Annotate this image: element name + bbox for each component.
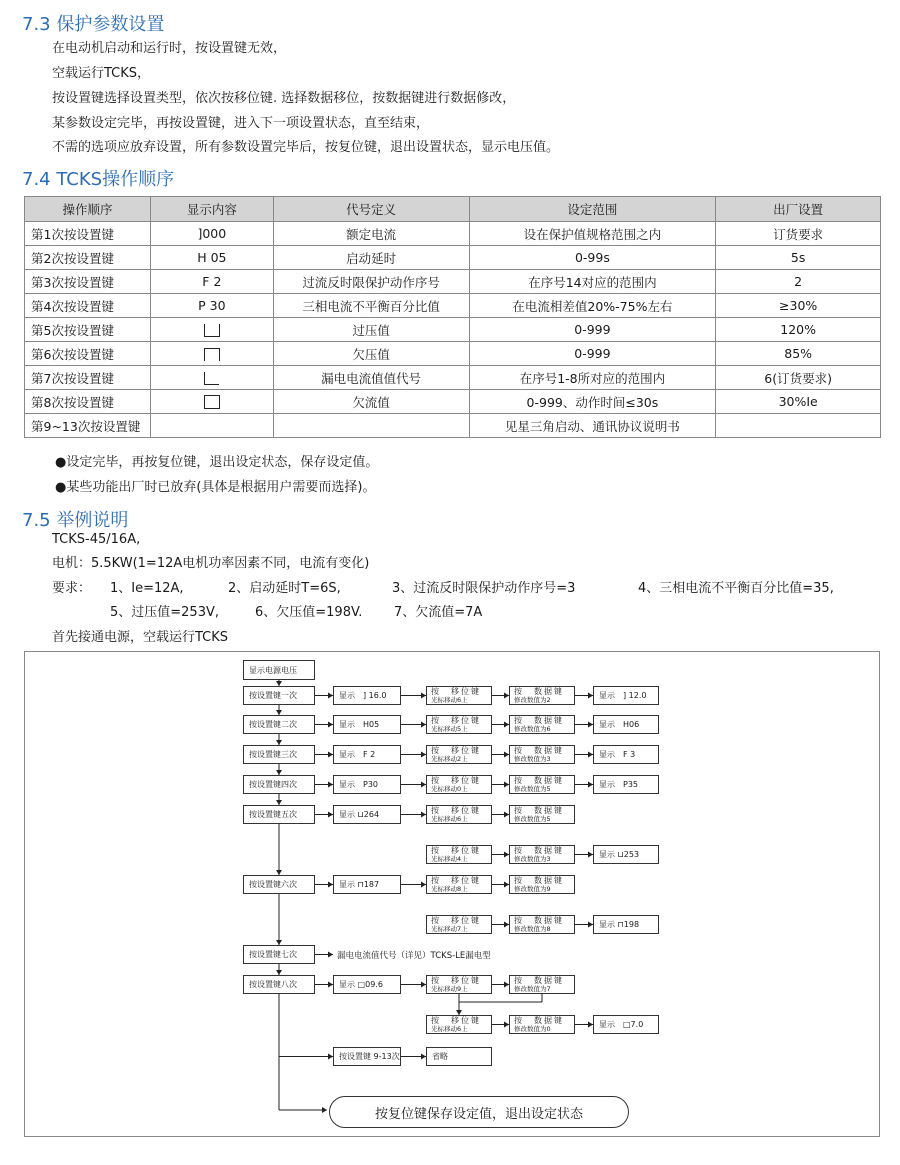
cell-factory: 30%Ie (716, 390, 881, 414)
requirement-4: 4、三相电流不平衡百分比值=35, (638, 581, 834, 596)
cell-display (150, 414, 273, 438)
cell-definition: 漏电电流值值代号 (273, 366, 469, 390)
cell-definition: 启动延时 (273, 246, 469, 270)
flow-result-box: 显示 F 3 (593, 745, 659, 764)
flow-result-box: 显示 ⊔253 (593, 845, 659, 864)
flow-shift-key-box-main: 按 移位键 (431, 1015, 481, 1025)
requirement-5: 5、过压值=253V, (110, 605, 220, 620)
flow-data-key-box-main: 按 数据键 (514, 975, 564, 985)
flow-shift-key-box (426, 686, 492, 705)
cell-display (150, 318, 273, 342)
flow-data-key-box (509, 745, 575, 764)
flow-setting-key-box: 按设置键三次 (243, 745, 315, 764)
section-7-5-heading: 7.5 举例说明 (22, 510, 129, 531)
cell-definition: 欠压值 (273, 342, 469, 366)
cell-step: 第4次按设置键 (25, 294, 151, 318)
flow-result-box: 显示 ⊓198 (593, 915, 659, 934)
flow-data-key-box-sub: 修改数值为5 (514, 784, 551, 793)
flow-shift-key-box-sub: 光标移动7上 (431, 924, 468, 933)
flow-shift-key-box-main: 按 移位键 (431, 975, 481, 985)
cell-definition: 过压值 (273, 318, 469, 342)
flow-shift-key-box (426, 915, 492, 934)
s73-line-5: 不需的选项应放弃设置，所有参数设置完毕后，按复位键，退出设置状态，显示电压值。 (52, 140, 560, 155)
flow-data-key-box-main: 按 数据键 (514, 805, 564, 815)
section-7-4-heading: 7.4 TCKS操作顺序 (22, 169, 175, 190)
setting-flowchart (24, 651, 880, 1137)
col-header-display: 显示内容 (150, 197, 273, 222)
s73-line-2: 空载运行TCKS， (52, 66, 151, 81)
s73-line-3: 按设置键选择设置类型，依次按移位键. 选择数据移位，按数据键进行数据修改， (52, 91, 516, 106)
cell-factory: 85% (716, 342, 881, 366)
note-1: ●设定完毕，再按复位键，退出设定状态，保存设定值。 (55, 455, 379, 470)
flow-data-key-box (509, 775, 575, 794)
cell-definition (273, 414, 469, 438)
flow-data-key-box-sub: 修改数值为5 (514, 814, 551, 823)
cell-display (150, 366, 273, 390)
flow-result-box: 显示 □7.0 (593, 1015, 659, 1034)
flow-display-box: 显示 P30 (333, 775, 401, 794)
flow-result-box: 显示 P35 (593, 775, 659, 794)
cell-range: 在序号14对应的范围内 (469, 270, 716, 294)
requirement-1: 1、Ie=12A, (110, 581, 184, 596)
col-header-range: 设定范围 (469, 197, 716, 222)
flow-data-key-box-main: 按 数据键 (514, 745, 564, 755)
cell-range: 在电流相差值20%-75%左右 (469, 294, 716, 318)
flow-data-key-box (509, 715, 575, 734)
flow-data-key-box-sub: 修改数值为0 (514, 1024, 551, 1033)
section-7-3-heading: 7.3 保护参数设置 (22, 14, 165, 35)
flow-arrowhead (322, 1107, 327, 1113)
flow-display-box: 显示 ⊓187 (333, 875, 401, 894)
cell-range: 0-99s (469, 246, 716, 270)
table-row (25, 414, 881, 438)
flow-shift-key-box-main: 按 移位键 (431, 845, 481, 855)
table-row (25, 294, 881, 318)
flow-data-key-box-main: 按 数据键 (514, 845, 564, 855)
cell-step: 第1次按设置键 (25, 222, 151, 246)
flow-setting-key-box: 按设置键五次 (243, 805, 315, 824)
flow-shift-key-box-sub: 光标移动5上 (431, 724, 468, 733)
flow-data-key-box-sub: 修改数值为2 (514, 695, 551, 704)
example-model: TCKS-45/16A, (52, 532, 141, 547)
flow-data-key-box (509, 975, 575, 994)
cell-step: 第6次按设置键 (25, 342, 151, 366)
cell-factory: ≥30% (716, 294, 881, 318)
display-symbol-icon (204, 324, 220, 337)
flow-shift-key-box (426, 975, 492, 994)
cell-factory (716, 414, 881, 438)
cell-step: 第7次按设置键 (25, 366, 151, 390)
flow-setting-key-box: 按设置键八次 (243, 975, 315, 994)
cell-definition: 三相电流不平衡百分比值 (273, 294, 469, 318)
cell-display (150, 342, 273, 366)
flow-result-box: 显示 H06 (593, 715, 659, 734)
cell-factory: 5s (716, 246, 881, 270)
cell-display: P 30 (150, 294, 273, 318)
flow-shift-key-box-main: 按 移位键 (431, 805, 481, 815)
requirement-6: 6、欠压值=198V. (255, 605, 363, 620)
cell-step: 第2次按设置键 (25, 246, 151, 270)
flow-data-key-box (509, 875, 575, 894)
cell-factory: 订货要求 (716, 222, 881, 246)
flow-setting-key-box: 按设置键二次 (243, 715, 315, 734)
flow-setting-key-box: 按设置键一次 (243, 686, 315, 705)
cell-range: 0-999 (469, 342, 716, 366)
cell-step: 第3次按设置键 (25, 270, 151, 294)
flow-setting-key-box: 按设置键七次 (243, 945, 315, 964)
flow-display-box: 显示 ] 16.0 (333, 686, 401, 705)
display-symbol-icon (204, 372, 219, 385)
s73-line-4: 某参数设定完毕，再按设置键，进入下一项设置状态，直至结束， (52, 116, 430, 131)
flow-shift-key-box-sub: 光标移动4上 (431, 854, 468, 863)
cell-factory: 6(订货要求) (716, 366, 881, 390)
col-header-definition: 代号定义 (273, 197, 469, 222)
requirement-7: 7、欠流值=7A (394, 605, 483, 620)
example-motor: 电机：5.5KW(1=12A电机功率因素不同，电流有变化) (52, 556, 370, 571)
flow-data-key-box-sub: 修改数值为8 (514, 924, 551, 933)
cell-display: F 2 (150, 270, 273, 294)
flow-shift-key-box-sub: 光标移动6上 (431, 1024, 468, 1033)
cell-step: 第8次按设置键 (25, 390, 151, 414)
flow-setting-key-box: 按设置键四次 (243, 775, 315, 794)
note-2: ●某些功能出厂时已放弃(具体是根据用户需要而选择)。 (55, 480, 376, 495)
flow-display-box: 显示 H05 (333, 715, 401, 734)
cell-display: H 05 (150, 246, 273, 270)
flow-data-key-box-sub: 修改数值为7 (514, 984, 551, 993)
cell-display: ]000 (150, 222, 273, 246)
flow-data-key-box-sub: 修改数值为3 (514, 854, 551, 863)
flow-shift-key-box-sub: 光标移动0上 (431, 784, 468, 793)
cell-range: 0-999 (469, 318, 716, 342)
table-row (25, 342, 881, 366)
requirement-2: 2、启动延时T=6S, (228, 581, 341, 596)
cell-display (150, 390, 273, 414)
flow-start-box: 显示电源电压 (243, 660, 315, 680)
flow-shift-key-box-sub: 光标移动8上 (431, 884, 468, 893)
requirements-label: 要求： (52, 581, 92, 596)
flow-data-key-box-main: 按 数据键 (514, 915, 564, 925)
table-row (25, 270, 881, 294)
cell-range: 见星三角启动、通讯协议说明书 (469, 414, 716, 438)
flow-shift-key-box (426, 805, 492, 824)
flow-shift-key-box-main: 按 移位键 (431, 715, 481, 725)
flow-data-key-box-main: 按 数据键 (514, 1015, 564, 1025)
flow-shift-key-box-main: 按 移位键 (431, 915, 481, 925)
flow-display-box: 显示 □09.6 (333, 975, 401, 994)
flow-data-key-box-main: 按 数据键 (514, 775, 564, 785)
flow-shift-key-box (426, 845, 492, 864)
col-header-step: 操作顺序 (25, 197, 151, 222)
flow-shift-key-box-main: 按 移位键 (431, 686, 481, 696)
cell-step: 第9~13次按设置键 (25, 414, 151, 438)
s73-line-1: 在电动机启动和运行时，按设置键无效， (52, 41, 287, 56)
flow-data-key-box-sub: 修改数值为6 (514, 724, 551, 733)
flow-shift-key-box-main: 按 移位键 (431, 745, 481, 755)
cell-step: 第5次按设置键 (25, 318, 151, 342)
cell-factory: 2 (716, 270, 881, 294)
flow-leakage-note: 漏电电流值代号（详见）TCKS-LE漏电型 (337, 951, 491, 961)
table-row (25, 366, 881, 390)
flow-data-key-box (509, 1015, 575, 1034)
table-row (25, 246, 881, 270)
flow-key-9-13-box: 按设置键 9-13次 (333, 1047, 401, 1066)
flow-shift-key-box-sub: 光标移动2上 (431, 754, 468, 763)
table-row (25, 318, 881, 342)
cell-range: 在序号1-8所对应的范围内 (469, 366, 716, 390)
cell-definition: 欠流值 (273, 390, 469, 414)
flow-setting-key-box: 按设置键六次 (243, 875, 315, 894)
flow-display-box: 显示 ⊔264 (333, 805, 401, 824)
cell-definition: 过流反时限保护动作序号 (273, 270, 469, 294)
flow-data-key-box (509, 805, 575, 824)
flow-shift-key-box (426, 1015, 492, 1034)
display-symbol-icon (204, 395, 220, 409)
flow-shift-key-box (426, 775, 492, 794)
table-header-row (25, 197, 881, 222)
flow-omit-box: 省略 (426, 1047, 492, 1066)
flow-shift-key-box (426, 745, 492, 764)
flow-shift-key-box-main: 按 移位键 (431, 875, 481, 885)
flow-shift-key-box (426, 715, 492, 734)
table-row (25, 390, 881, 414)
flow-shift-key-box-sub: 光标移动6上 (431, 695, 468, 704)
flow-data-key-box-main: 按 数据键 (514, 875, 564, 885)
cell-factory: 120% (716, 318, 881, 342)
flow-final-box: 按复位键保存设定值，退出设定状态 (329, 1096, 629, 1128)
flow-result-box: 显示 ] 12.0 (593, 686, 659, 705)
display-symbol-icon (204, 348, 220, 361)
table-row (25, 222, 881, 246)
cell-range: 设在保护值规格范围之内 (469, 222, 716, 246)
flow-data-key-box (509, 686, 575, 705)
requirement-3: 3、过流反时限保护动作序号=3 (392, 581, 576, 596)
flow-display-box: 显示 F 2 (333, 745, 401, 764)
flow-data-key-box (509, 915, 575, 934)
example-start: 首先接通电源，空载运行TCKS (52, 630, 229, 645)
cell-range: 0-999、动作时间≤30s (469, 390, 716, 414)
flow-shift-key-box-sub: 光标移动9上 (431, 984, 468, 993)
operation-table (24, 196, 881, 438)
flow-shift-key-box-main: 按 移位键 (431, 775, 481, 785)
flow-data-key-box-sub: 修改数值为9 (514, 884, 551, 893)
flow-shift-key-box (426, 875, 492, 894)
flow-shift-key-box-sub: 光标移动6上 (431, 814, 468, 823)
flow-data-key-box-main: 按 数据键 (514, 686, 564, 696)
flow-data-key-box-sub: 修改数值为3 (514, 754, 551, 763)
col-header-factory: 出厂设置 (716, 197, 881, 222)
flow-arrowhead (328, 952, 333, 958)
cell-definition: 额定电流 (273, 222, 469, 246)
flow-data-key-box (509, 845, 575, 864)
flow-data-key-box-main: 按 数据键 (514, 715, 564, 725)
